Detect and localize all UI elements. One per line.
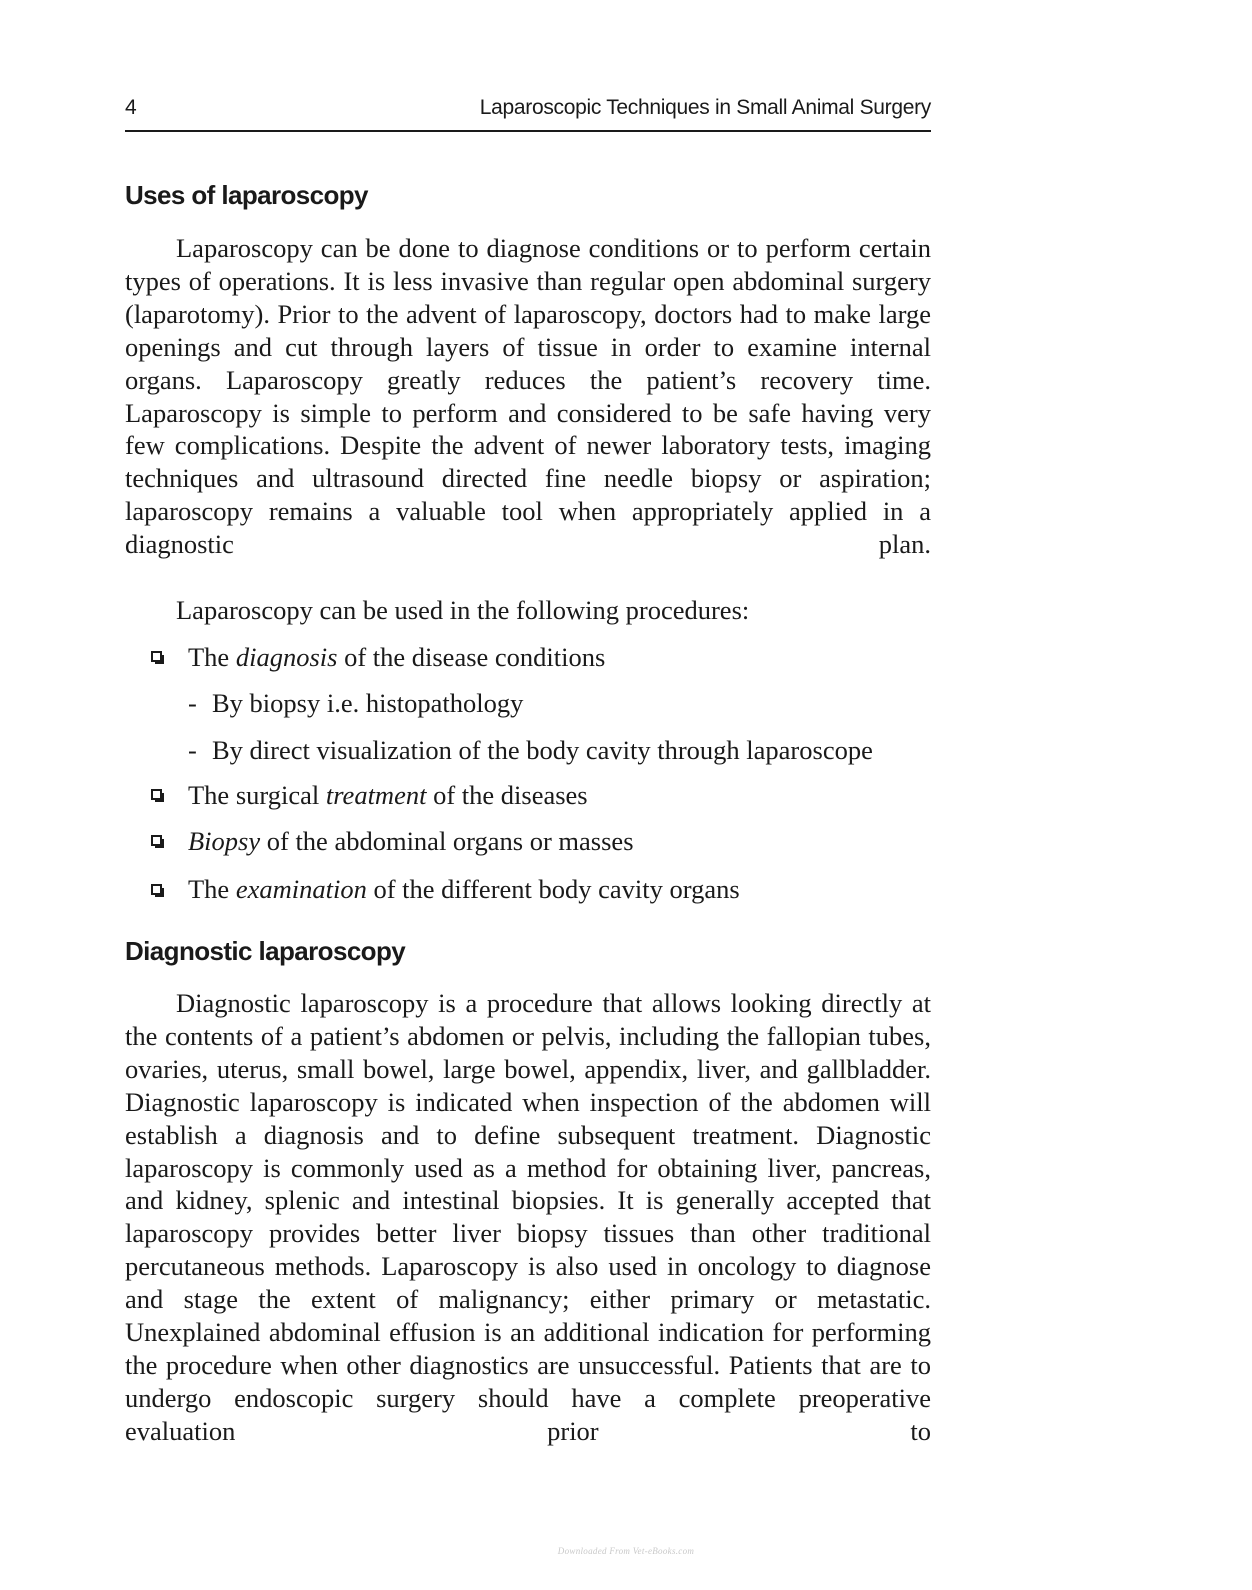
list-item-text: The surgical	[188, 780, 326, 810]
list-item-emphasis: Biopsy	[188, 826, 261, 856]
running-title: Laparoscopic Techniques in Small Animal Surgery	[479, 96, 931, 119]
bullet-square-icon	[151, 651, 162, 662]
list-item-text: of the diseases	[426, 780, 588, 810]
list-item	[188, 873, 740, 905]
list-item-emphasis: diagnosis	[235, 642, 338, 672]
download-watermark: Downloaded From Vet-eBooks.com	[557, 1546, 695, 1556]
list-intro: Laparoscopy can be used in the following procedures:	[176, 595, 750, 625]
dash-marker: -	[188, 688, 197, 718]
running-header	[125, 96, 931, 132]
dash-marker: -	[188, 735, 197, 765]
list-item-text: The	[188, 874, 236, 904]
sub-list-item: By biopsy i.e. histopathology	[212, 688, 524, 718]
paragraph-diagnostic: Diagnostic laparoscopy is a procedure that allows looking directly at the contents of a patient’s abdomen or pelvis, including the fallopian tubes, ovaries, uterus, small bowel, large bowel, appendix, liver, and gallbladder. Diagnostic laparoscopy is indicated when inspection of the abdomen will establish a diagnosis and to define subsequent treatment. Diagnostic laparoscopy is commonly used as a method for obtaining liver, pancreas, and kidney, splenic and intestinal biopsies. It is generally accepted that laparoscopy provides better liver biopsy tissues than other traditional percutaneous methods. Laparoscopy is also used in oncology to diagnose and stage the extent of malignancy; either primary or metastatic. Unexplained abdominal effusion is an additional indication for performing the procedure when other diagnostics are unsuccessful. Patients that are to undergo endoscopic surgery should have a complete preoperative evaluation prior to	[125, 988, 931, 1446]
list-item-text: of the disease conditions	[337, 642, 606, 672]
list-item-emphasis: treatment	[325, 780, 427, 810]
list-item-text: of the abdominal organs or masses	[260, 826, 634, 856]
list-item	[188, 779, 588, 811]
list-item	[188, 825, 634, 857]
bullet-square-icon	[151, 789, 162, 800]
list-item-text: The	[188, 642, 236, 672]
list-item-emphasis: examination	[235, 874, 367, 904]
paragraph-uses: Laparoscopy can be done to diagnose conditions or to perform certain types of operations. It is less invasive than regular open abdominal surgery (laparotomy). Prior to the advent of laparoscopy, doctors had to make large openings and cut through layers of tissue in order to examine internal organs. Laparoscopy greatly reduces the patient’s recovery time. Laparoscopy is simple to perform and considered to be safe having very few complications. Despite the advent of newer laboratory tests, imaging techniques and ultrasound directed fine needle biopsy or aspiration; laparoscopy remains a valuable tool when appropriately applied in a diagnostic plan.	[125, 233, 931, 560]
sub-list-item: By direct visualization of the body cavity through laparoscope	[212, 735, 873, 765]
section-heading-uses: Uses of laparoscopy	[125, 180, 368, 210]
list-item	[188, 641, 605, 673]
bullet-square-icon	[151, 835, 162, 846]
list-item-text: of the different body cavity organs	[366, 874, 740, 904]
page-number: 4	[125, 96, 137, 119]
section-heading-diagnostic: Diagnostic laparoscopy	[125, 936, 406, 966]
bullet-square-icon	[151, 884, 162, 895]
